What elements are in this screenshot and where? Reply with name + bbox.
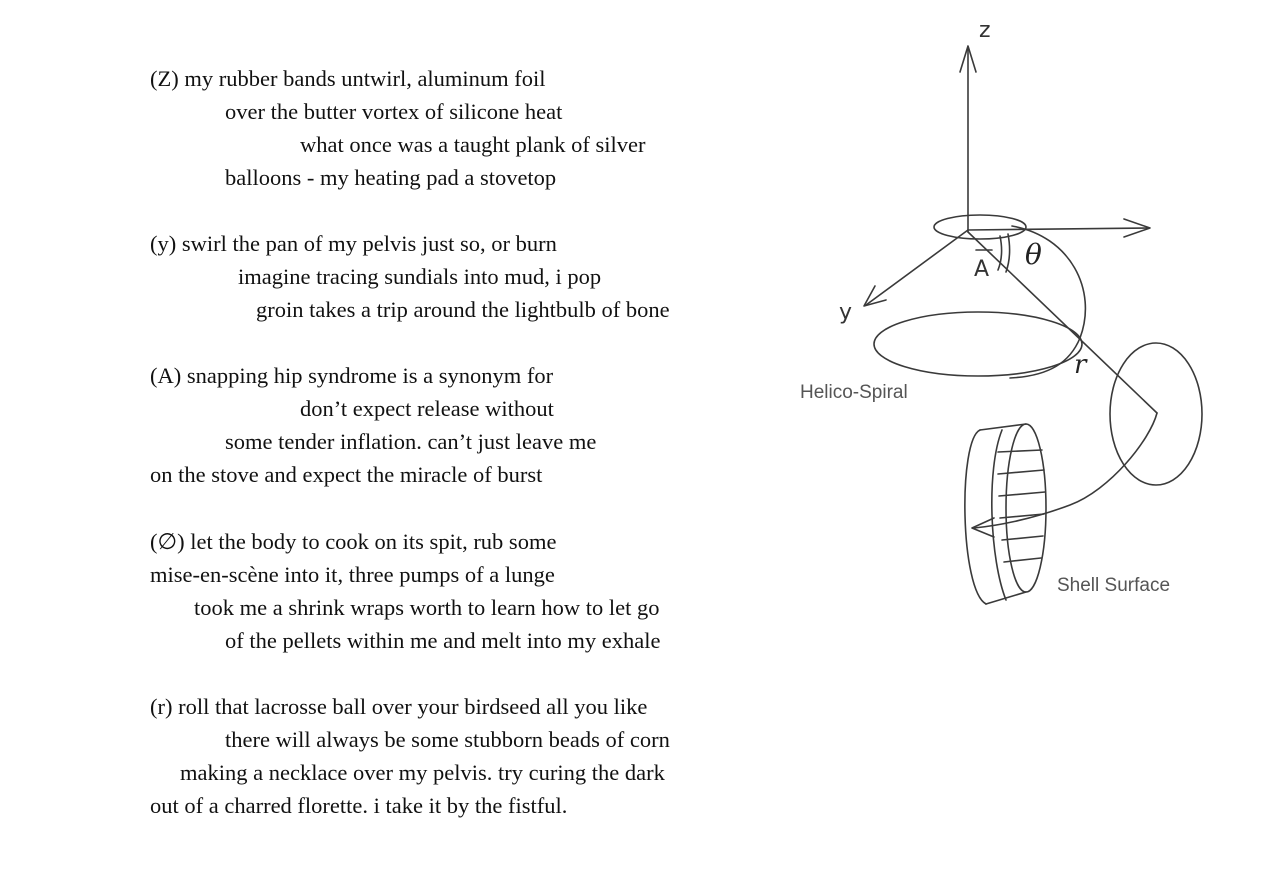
shell-back-rim (1006, 424, 1046, 592)
poem-line: of the pellets within me and melt into my exhale (225, 628, 661, 653)
poem-line: don’t expect release without (300, 396, 554, 421)
theta-arc-inner (1006, 234, 1010, 272)
poem-line: (A) snapping hip syndrome is a synonym for (150, 363, 554, 388)
diagram-drawing (780, 0, 1275, 887)
y-axis-arrowhead (864, 286, 886, 306)
poem-line: groin takes a trip around the lightbulb of bone (256, 297, 670, 322)
poem-line: some tender inflation. can’t just leave me (225, 429, 597, 454)
helico-spiral-ellipse (874, 312, 1082, 376)
shell-front-rim (965, 430, 986, 604)
poem-line: (y) swirl the pan of my pelvis just so, or burn (150, 231, 557, 256)
theta-label: θ (1025, 238, 1042, 271)
y-axis-label: y (839, 300, 853, 325)
poem-line: (r) roll that lacrosse ball over your birdseed all you like (150, 694, 648, 719)
radius-line (968, 232, 1157, 413)
helico-spiral-diagram (780, 0, 1275, 887)
poem-line: (∅) let the body to cook on its spit, rub some (150, 529, 557, 554)
top-ellipse (934, 215, 1026, 239)
x-axis-line (968, 228, 1148, 230)
shell-rib (998, 470, 1044, 474)
poem-line: balloons - my heating pad a stovetop (225, 165, 557, 190)
poem-line: making a necklace over my pelvis. try curing the dark (180, 760, 665, 785)
helico-spiral-label: Helico-Spiral (800, 382, 908, 403)
shell-surface-label: Shell Surface (1057, 575, 1171, 596)
shell-rib (998, 450, 1042, 452)
poem-line: mise-en-scène into it, three pumps of a lunge (150, 562, 555, 587)
radius-r-label: r (1074, 350, 1087, 380)
poem-line: over the butter vortex of silicone heat (225, 99, 563, 124)
poem-line: out of a charred florette. i take it by the fistful. (150, 793, 568, 818)
poem-line: imagine tracing sundials into mud, i pop (238, 264, 602, 289)
shell-inner-curve (992, 430, 1006, 600)
poem-line: what once was a taught plank of silver (300, 132, 646, 157)
shell-rib (1002, 536, 1043, 540)
y-axis-line (866, 230, 968, 305)
point-a-label: A (974, 257, 990, 282)
z-axis-label: z (979, 18, 991, 43)
poem-line: (Z) my rubber bands untwirl, aluminum foil (150, 66, 546, 91)
poem-line: on the stove and expect the miracle of burst (150, 462, 543, 487)
theta-arc (998, 236, 1002, 270)
poem-line: took me a shrink wraps worth to learn how to let go (194, 595, 660, 620)
poem-line: there will always be some stubborn beads of corn (225, 727, 670, 752)
